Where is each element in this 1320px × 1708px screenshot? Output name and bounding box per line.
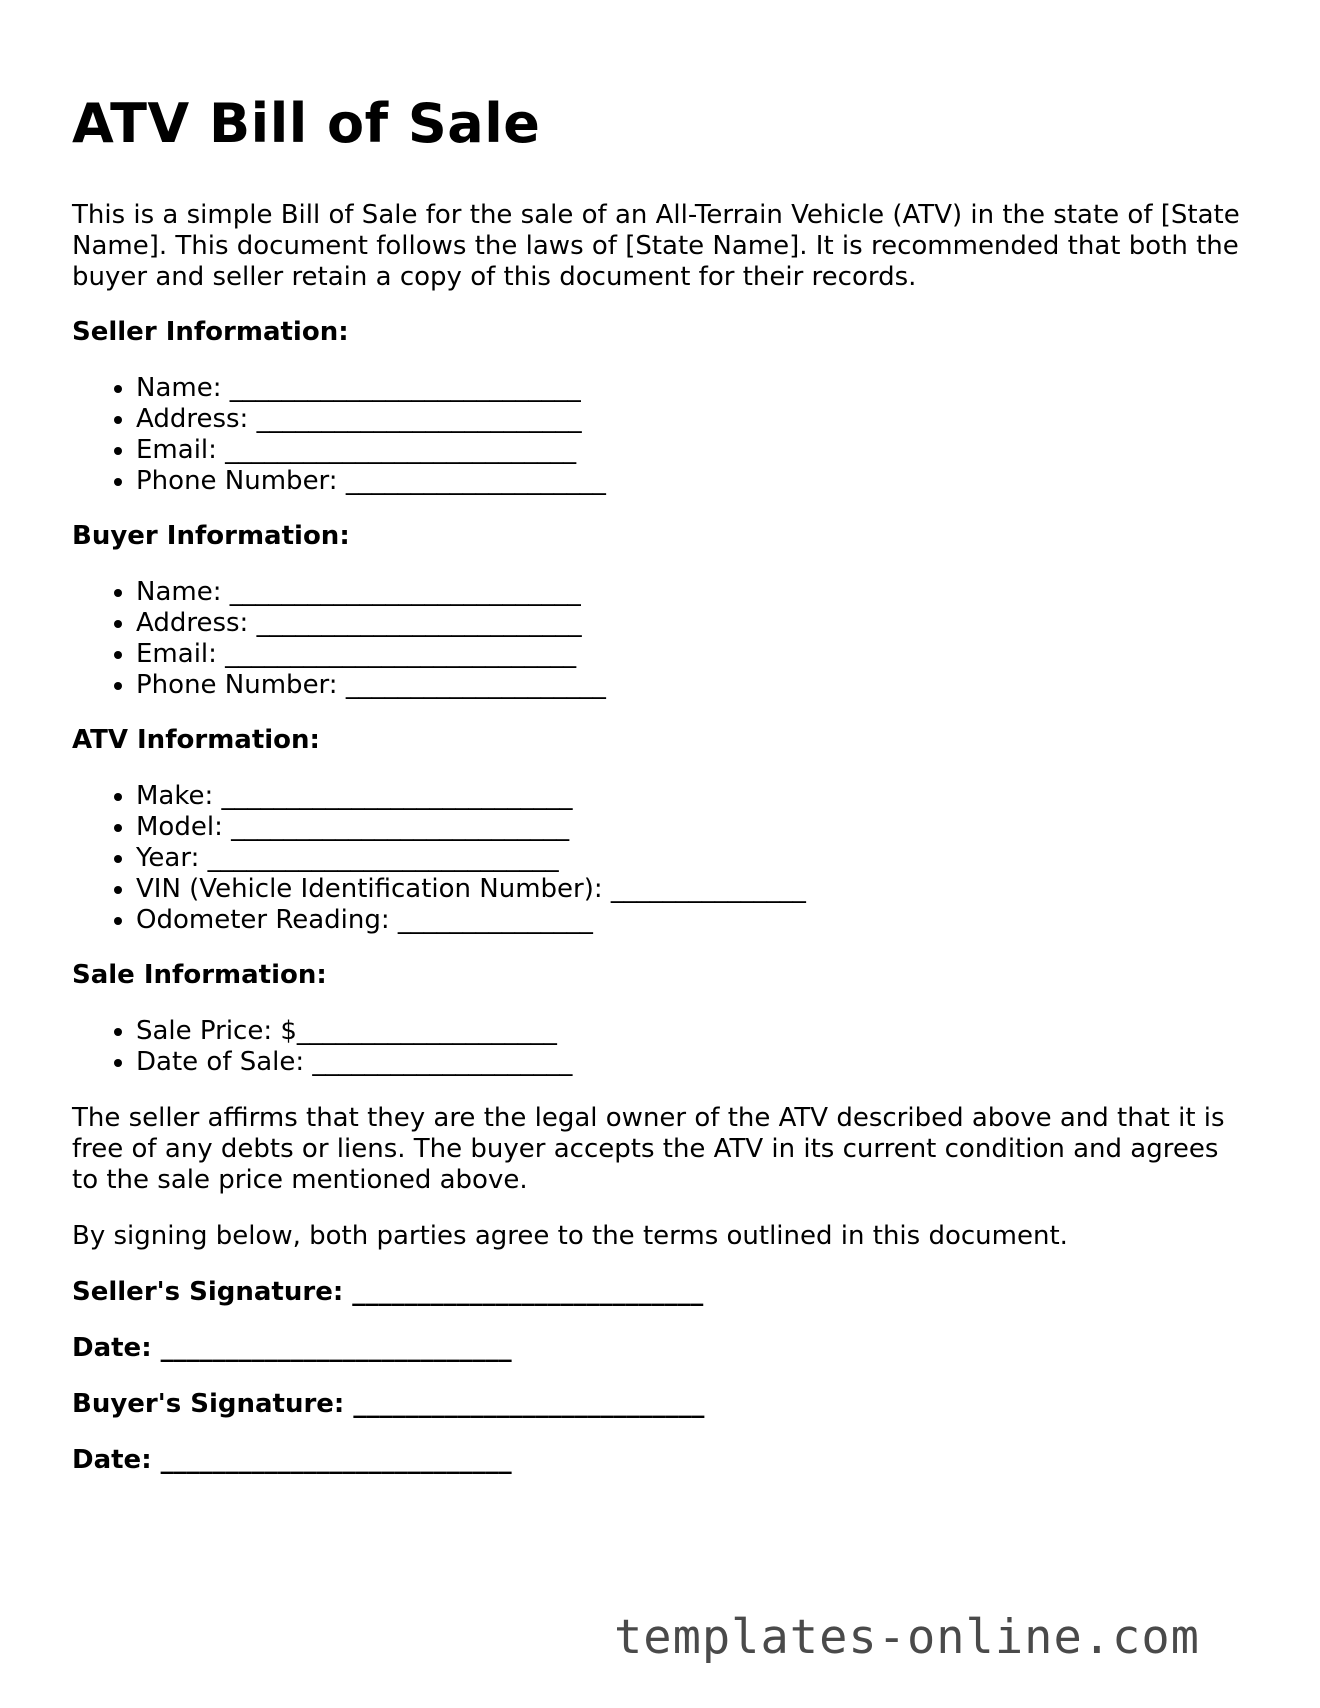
sale-info-list [72, 1016, 1248, 1078]
sale-date-field: • Date of Sale: ____________________ [136, 1047, 1248, 1078]
sale-price-field: • Sale Price: $____________________ [136, 1016, 1248, 1047]
seller-name-field: • Name: ___________________________ [136, 373, 1248, 404]
atv-vin-field: • VIN (Vehicle Identification Number): _______________ [136, 874, 1248, 905]
atv-make-field: • Make: ___________________________ [136, 781, 1248, 812]
seller-info-list [72, 373, 1248, 497]
seller-info-heading: Seller Information: [72, 317, 349, 347]
buyer-name-field: • Name: ___________________________ [136, 577, 1248, 608]
atv-year-field: • Year: ___________________________ [136, 843, 1248, 874]
agreement-paragraph: By signing below, both parties agree to the terms outlined in this document. [72, 1221, 1068, 1251]
seller-date-line: Date: ___________________________ [72, 1333, 512, 1363]
buyer-info-heading: Buyer Information: [72, 521, 350, 551]
buyer-signature-line: Buyer's Signature: ___________________________ [72, 1389, 705, 1419]
buyer-email-field: • Email: ___________________________ [136, 639, 1248, 670]
watermark: templates-online.com [614, 1610, 1200, 1665]
atv-info-list [72, 781, 1248, 936]
buyer-date-line: Date: ___________________________ [72, 1445, 512, 1475]
buyer-info-list [72, 577, 1248, 701]
document-title: ATV Bill of Sale [72, 92, 541, 155]
sale-info-heading: Sale Information: [72, 960, 327, 990]
buyer-phone-field: • Phone Number: ____________________ [136, 670, 1248, 701]
document-page [72, 92, 1248, 1476]
seller-phone-field: • Phone Number: ____________________ [136, 466, 1248, 497]
atv-odometer-field: • Odometer Reading: _______________ [136, 905, 1248, 936]
affirmation-paragraph: The seller affirms that they are the legal owner of the ATV described above and that it is free of any debts or liens. The buyer accepts the ATV in its current condition and agrees to the sale price mentioned above. [72, 1103, 1225, 1195]
atv-info-heading: ATV Information: [72, 725, 320, 755]
seller-address-field: • Address: _________________________ [136, 404, 1248, 435]
buyer-address-field: • Address: _________________________ [136, 608, 1248, 639]
seller-email-field: • Email: ___________________________ [136, 435, 1248, 466]
intro-paragraph: This is a simple Bill of Sale for the sale of an All-Terrain Vehicle (ATV) in the state of [State Name]. This document follows the laws of [State Name]. It is recommended that both the buyer and seller retain a copy of this document for their records. [72, 200, 1240, 292]
atv-model-field: • Model: __________________________ [136, 812, 1248, 843]
seller-signature-line: Seller's Signature: ___________________________ [72, 1277, 704, 1307]
